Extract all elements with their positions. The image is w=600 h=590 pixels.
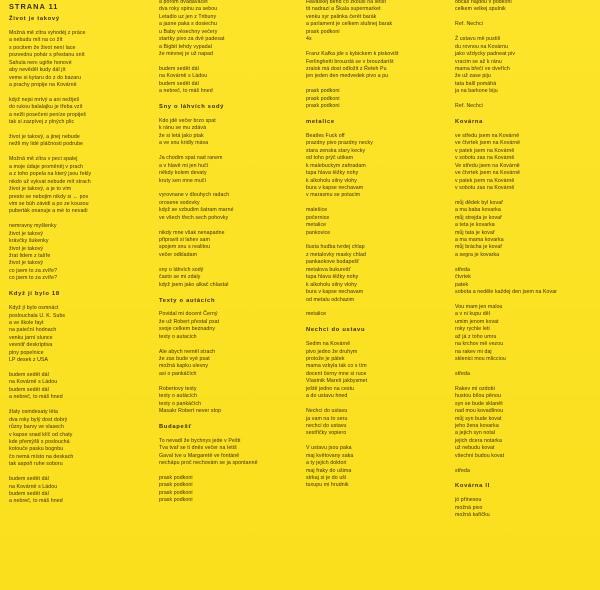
lyric-line: čo nemá místo na deskach: [9, 453, 74, 460]
lyric-line: Robertovy texty: [159, 385, 197, 392]
lyric-line: venku jarní slunce: [9, 334, 53, 341]
song-title: Texty o autácích: [159, 297, 216, 304]
lyric-line: ještě jedno na cestu: [306, 385, 355, 392]
lyric-line: někdy kolem devaty: [159, 170, 207, 177]
lyric-line: v marasmu se potacim: [306, 192, 361, 199]
lyric-line: dva roky bylý dost dobrý: [9, 416, 68, 423]
lyric-line: spojem snu s realitou: [159, 244, 211, 251]
lyric-line: Vou mam jen malou: [455, 303, 503, 310]
lyric-line: už nebudu kovat: [455, 445, 495, 452]
lyric-line: tak si zazpívej z plných plic: [9, 119, 75, 126]
lyric-line: a ma mama kovarka: [455, 237, 504, 243]
lyric-line: Když jí bylo osmnáct: [9, 305, 59, 312]
lyric-line: počernice: [306, 214, 330, 221]
stanza-gap: [306, 237, 399, 244]
stanza-gap: [159, 430, 258, 437]
lyric-line: a nebreč, to máš hned: [9, 394, 63, 401]
lyric-line: můj dědek byl kovař: [455, 199, 504, 206]
lyric-line: 4x: [306, 36, 312, 43]
lyric-line: metalice: [306, 222, 327, 229]
lyric-line: život je takový: [9, 230, 44, 237]
stanza-gap: [306, 438, 399, 445]
lyric-line: V ustavu jsou paka: [306, 445, 352, 452]
lyric-line: a ty jejich doktori: [306, 460, 347, 467]
lyric-line: zralok má dost odložit z Řeteh Pu: [306, 65, 387, 72]
lyric-line: hustou bílou pěnou: [455, 393, 501, 400]
stanza-gap: [455, 192, 557, 199]
lyric-line: a porom dvadavacet: [159, 0, 208, 5]
lyric-line: pankovice: [306, 229, 331, 236]
lyric-line: jejich dcera notarka: [455, 437, 502, 444]
lyric-line: du rovnou na Kovárnu: [455, 43, 509, 50]
lyric-line: texty o autácích: [159, 393, 197, 400]
stanza-gap: [306, 401, 399, 408]
stanza-gap: [9, 283, 91, 290]
lyric-line: žlaty osmdesaty léta: [9, 409, 58, 416]
stanza-gap: [455, 475, 557, 482]
lyric-line: Franz Kafka jde s kybickem k piskovišt: [306, 51, 399, 58]
lyric-line: prask podkoni: [306, 103, 340, 110]
lyric-line: protože je pátek: [306, 356, 345, 362]
lyric-line: jako vždycky padneat piv: [455, 51, 516, 58]
lyric-line: a jejich syn notal: [455, 430, 496, 437]
stanza-gap: [159, 416, 258, 423]
stanza-gap: [455, 460, 557, 467]
stanza-gap: [159, 222, 258, 229]
lyric-line: Ferlinghetti brouzdá se v brouzdarišt: [306, 58, 394, 65]
lyric-line: můj tata je kovař: [455, 229, 495, 236]
lyric-line: tuxupu mi hrudnik: [306, 482, 349, 489]
lyric-line: maj květovany saka: [306, 452, 354, 459]
lyric-line: v sobotu zas na Kovárně: [455, 155, 515, 162]
stanza-gap: [159, 289, 258, 296]
column-3: [306, 0, 399, 490]
stanza-gap: [9, 127, 91, 134]
lyric-line: celkem velkej spulnik: [455, 6, 506, 13]
stanza-gap: [9, 469, 91, 476]
lyric-line: sestřičky vopiero: [306, 430, 347, 437]
lyric-line: bura v kapse nechavam: [306, 184, 364, 191]
lyric-line: prazdny pivo prazdny necky: [306, 140, 373, 147]
lyric-line: k alkoholu silny vlohy: [306, 281, 357, 288]
lyric-line: můj brácha je kovař: [455, 244, 503, 251]
lyric-line: nikdo už vykvat nebude mít strach: [9, 178, 91, 185]
lyric-line: plny popelnice: [9, 349, 44, 356]
lyric-line: ja vam na to seru: [306, 415, 348, 422]
lyric-line: vyrovnane v dlouhych radach: [159, 192, 230, 199]
lyric-line: a nežli posečeni peníze propiješ: [9, 111, 87, 118]
lyric-line: pankaokove budapešť: [306, 259, 360, 266]
lyric-line: středa: [455, 266, 471, 273]
lyric-line: kotouče pasku bognbu: [9, 446, 64, 453]
lyric-line: čtvrtek: [455, 274, 471, 281]
stanza-gap: [9, 89, 91, 96]
lyric-line: Ref. Nechci: [455, 21, 483, 28]
lyric-line: co jsem to za zvíře?: [9, 267, 58, 274]
stanza-gap: [455, 14, 557, 21]
lyric-line: když se vzbudim šatram marné: [159, 207, 234, 214]
lyric-line: a do ustavu hned: [306, 393, 348, 400]
column-2: [159, 0, 258, 505]
lyric-line: kde přemýšli s poslouchá: [9, 438, 70, 445]
lyric-line: že už zase piju: [455, 73, 491, 80]
lyric-line: na Kovárně s Ládou: [9, 379, 58, 386]
lyric-line: život je takový: [9, 245, 44, 252]
lyric-line: tit nadrazi a Škala supermarket: [306, 6, 381, 13]
lyric-line: připravit si lahev sam: [159, 237, 210, 243]
stanza-gap: [159, 148, 258, 155]
lyric-line: orosene sodovky: [159, 199, 200, 206]
lyric-line: budem sedět dál: [9, 386, 49, 393]
lyric-line: vracim se až k ránu: [455, 58, 502, 65]
lyric-line: a segra je kovarka: [455, 251, 500, 258]
lyric-line: Ref. Nechci: [455, 103, 483, 110]
stanza-gap: [455, 259, 557, 266]
lyric-line: budem sedět dál: [9, 372, 49, 378]
lyric-line: z metalovky masky chlad: [306, 251, 366, 258]
lyric-line: prask podkoni: [159, 489, 193, 496]
lyric-line: na krchov mě vezou: [455, 341, 504, 348]
lyric-line: Možná mě zítra vyhodéj z práce: [9, 29, 86, 36]
stanza-gap: [9, 298, 91, 305]
lyric-line: co jsem to za zvíře?: [9, 275, 58, 282]
song-title: Kovárna: [455, 119, 484, 125]
lyric-line: sklenici mou mlicciou: [455, 356, 506, 362]
lyric-line: presto se nebojim nikdy si ← pov: [9, 193, 89, 200]
stanza-gap: [306, 111, 399, 118]
lyric-line: a prachy propije na Kovárně: [9, 81, 77, 88]
lyric-line: když nejsi mrtvý a ani nežiješ: [9, 96, 80, 103]
lyric-line: Havaskej bend co zkouši na letišt: [306, 0, 387, 5]
column-4: [455, 0, 557, 520]
lyric-line: do rukou balalajku je třeba vzít: [9, 104, 83, 111]
lyric-line: Možná mě zítra v peci spalej: [9, 156, 78, 163]
lyric-line: Kdo jdě večer brzo spat: [159, 118, 216, 124]
lyric-line: Ve středu jsem na Kovárně: [455, 162, 520, 169]
lyric-line: prask podkoni: [159, 482, 193, 489]
lyric-line: s pocitem že život není lace: [9, 44, 76, 51]
lyric-line: když jsem jako alkač chlastal: [159, 281, 229, 288]
lyric-line: ve všech třech sech pohovky: [159, 214, 229, 221]
lyric-line: v kapse snad klíč od chaty: [9, 431, 73, 438]
stanza-gap: [9, 22, 91, 29]
song-title: Život je takový: [9, 16, 60, 22]
stanza-gap: [159, 468, 258, 475]
page-header: STRANA 11: [9, 2, 59, 11]
lyric-line: roky rychle leti: [455, 326, 490, 333]
lyric-line: k alkoholu silny vlohy: [306, 177, 357, 184]
song-title: Když jí bylo 18: [9, 291, 60, 298]
lyric-line: Rakev mi ozdobi: [455, 385, 495, 392]
lyric-line: veme si kytaru do z do bazaru: [9, 74, 82, 81]
lyric-line: pubertàk onanuje a mè to nevadi: [9, 208, 88, 215]
stanza-gap: [306, 304, 399, 311]
lyric-line: nežli my lidé pláčnosti podrube: [9, 141, 84, 148]
lyric-line: prask podkoni: [159, 475, 193, 481]
stanza-gap: [9, 149, 91, 156]
stanza-gap: [455, 125, 557, 132]
stanza-gap: [455, 378, 557, 385]
song-title: metalice: [306, 119, 335, 125]
lyric-line: kruty sen mne mučí: [159, 177, 207, 184]
stanza-gap: [455, 297, 557, 304]
lyric-line: vim se bùh závidi a po ze kousou: [9, 200, 89, 207]
stanza-gap: [159, 378, 258, 385]
lyric-line: tupa hlava těžky nohy: [306, 274, 359, 281]
stanza-gap: [455, 490, 557, 497]
lyric-line: středa: [455, 370, 471, 377]
lyric-line: a jasne paka s dosiechu: [159, 21, 217, 28]
lyric-line: Sahula nenı ugiňe honové: [9, 59, 72, 66]
stanza-gap: [306, 81, 399, 88]
stanza-gap: [306, 319, 399, 326]
lyric-line: život je takový, a je to vím: [9, 186, 72, 193]
lyric-line: malešice: [306, 207, 328, 214]
lyric-line: mama vzkyla tak co s tím: [306, 363, 367, 370]
lyric-line: metalice: [306, 311, 327, 318]
lyric-line: prask podkoni: [159, 497, 193, 504]
lyric-line: bura v kapse nechavam: [306, 289, 364, 296]
lyric-line: aby nevěděl kudy dál jít: [9, 67, 66, 74]
lyric-line: budem sedět dál: [159, 65, 199, 72]
lyric-line: možná kafíčku: [455, 512, 490, 519]
stanza-gap: [159, 96, 258, 103]
song-title: Sny o láhvích sodý: [159, 104, 225, 111]
lyric-line: často se mi zdaly: [159, 274, 201, 281]
lyric-line: jen jeden den medvedek pivo a pu: [306, 73, 389, 80]
lyric-line: Letadlo uz jen z Tribuny: [159, 13, 217, 20]
lyric-line: že si letá jako ptak: [159, 132, 204, 139]
lyric-line: tak aspoň ruhe soboru: [9, 461, 63, 468]
lyric-line: umim jenom kovat: [455, 318, 499, 325]
lyric-line: tupa hlava těžky nohy: [306, 170, 359, 177]
lyric-line: LP desek z USA: [9, 357, 49, 364]
lyric-line: pivo jedno že druhym: [306, 348, 358, 355]
lyric-line: poslouchala U. K. Subs: [9, 312, 66, 319]
lyric-line: syn se bude sklanět: [455, 400, 503, 407]
lyric-line: a ve snu kridly máva: [159, 140, 209, 147]
song-title: Nechci do ustavu: [306, 327, 366, 334]
lyric-line: dva roky spinu za sebou: [159, 6, 218, 13]
lyric-line: prask podkoni: [306, 28, 340, 35]
lyric-line: na Kovárně s Ládou: [9, 483, 58, 490]
lyric-line: venku syr palinka čerět barák: [306, 13, 377, 20]
lyric-line: budem sedět dál: [9, 491, 49, 497]
lyric-line: Ja chodim spat nad ranem: [159, 155, 223, 162]
lyric-line: a v hlavě mi jen hučí: [159, 162, 209, 169]
lyric-line: Ž ustavu mě pustili: [455, 36, 501, 43]
lyric-line: k malebuckym zahradam: [306, 162, 366, 169]
lyric-line: život je takový: [9, 260, 44, 267]
lyric-line: a teta je kovarka: [455, 222, 495, 229]
lyric-line: krávčky šukenky: [9, 238, 49, 245]
lyric-line: maj fraky do ušima: [306, 467, 352, 474]
lyric-line: a ma baba kovarka: [455, 207, 501, 214]
lyric-line: budem sedět dál: [9, 476, 49, 483]
lyric-line: možná kapku ulevny: [159, 363, 209, 370]
stanza-gap: [306, 334, 399, 341]
lyric-line: od toho prýč utikam: [306, 155, 354, 162]
lyric-line: různy barvy ve vlasech: [9, 424, 64, 431]
lyric-line: a z toho popela na který jsou řekly: [9, 171, 92, 178]
lyric-line: občas najdou v podkoni: [455, 0, 512, 5]
lyric-line: nikdy mne však nenapadne: [159, 229, 225, 236]
stanza-gap: [455, 96, 557, 103]
stanza-gap: [306, 44, 399, 51]
lyric-line: sobota a neděle každej den jsem na Kovar: [455, 289, 558, 296]
lyric-line: jó přinesou: [455, 497, 482, 504]
lyric-line: středa: [455, 467, 471, 474]
stanza-gap: [306, 125, 399, 132]
lyric-line: život je takový, a jinej nebude: [9, 134, 80, 140]
lyric-line: svoje celkem beznadny: [159, 326, 216, 333]
lyric-line: Vlastnik Mareš jakbysmet: [306, 378, 368, 385]
lyric-line: Nechci do ustavu: [306, 408, 348, 415]
lyric-line: a ve škole fayt: [9, 319, 44, 326]
stanza-gap: [455, 111, 557, 118]
lyric-line: vevnitř deskriptiva: [9, 342, 53, 349]
lyric-line: a nebudu mít na co žít: [9, 37, 63, 44]
lyric-line: že mèvnej je už napad: [159, 51, 214, 58]
lyric-line: prask podkoni: [306, 88, 340, 95]
lyric-line: možná pivo: [455, 504, 483, 511]
lyric-line: pozvednu pohár s přestanu snít: [9, 52, 85, 59]
song-title: Kovárna II: [455, 483, 491, 490]
lyric-line: všechni budou kovat: [455, 452, 505, 459]
lyric-line: ve čtvrtek jsem na Kovárně: [455, 140, 521, 147]
stanza-gap: [9, 216, 91, 223]
lyric-line: a nebreč, to máš hned: [159, 88, 213, 95]
lyric-line: ja na barkone biju: [455, 88, 498, 95]
lyric-line: k ránu se mu zdává: [159, 125, 207, 132]
lyric-line: patek: [455, 281, 469, 288]
lyric-line: že zas bude vyé psat: [159, 356, 210, 362]
lyric-line: nechápu proč nechovám se ja spontanně: [159, 460, 258, 467]
lyric-line: Ale abych neměl strach: [159, 348, 216, 355]
lyric-line: a v ni kupu děl: [455, 311, 490, 318]
lyric-line: sny o láhvích sodý: [159, 266, 204, 273]
stanza-gap: [159, 185, 258, 192]
stanza-gap: [306, 200, 399, 207]
stanza-gap: [159, 341, 258, 348]
lyric-line: tlusta hudba tvrdej chlap: [306, 244, 365, 251]
lyric-line: texty o pankáčích: [159, 400, 202, 407]
lyric-line: To nevadí že bychnys jede v Pešti: [159, 437, 241, 444]
lyric-line: budem sedět dál: [159, 80, 199, 87]
lyric-line: Gaval tve u Margaretě ve fontáně: [159, 452, 240, 459]
lyric-line: startky pivo za dvě padesat: [159, 36, 225, 43]
lyric-line: večer odkladam: [159, 251, 198, 258]
lyric-line: na pateční hodnach: [9, 327, 57, 334]
lyric-line: ve čtvrtek jsem na Kovárně: [455, 170, 521, 177]
lyric-line: můj strejda je kovař: [455, 214, 502, 221]
column-1: [9, 2, 91, 506]
lyric-line: žrat lidem z talíře: [9, 253, 51, 259]
lyric-line: nad mou kovadlinou: [455, 408, 504, 415]
lyric-line: v patek jsem na Kovárně: [455, 147, 515, 154]
lyric-line: na rakev mi daj: [455, 348, 492, 355]
lyric-line: ve středu jsem na Kovárně: [455, 132, 520, 139]
stanza-gap: [159, 259, 258, 266]
stanza-gap: [9, 402, 91, 409]
lyric-line: a moje údaje proměněj v prach: [9, 163, 84, 170]
lyric-line: texty o autacich: [159, 333, 197, 340]
lyric-line: nemravny myšlenky: [9, 223, 57, 230]
lyric-line: nechci do ustavu: [306, 422, 347, 429]
lyric-line: Beatles Fuck off: [306, 132, 345, 139]
lyric-line: v patek jsem na Kovárně: [455, 177, 515, 184]
lyric-line: Masakr Robert never stop: [159, 408, 222, 415]
lyric-line: docent černy mne si ruce: [306, 370, 367, 377]
lyric-line: v sobotu zas na Kovárně: [455, 184, 515, 191]
lyric-line: tata balil pomáhá: [455, 80, 497, 87]
stanza-gap: [455, 363, 557, 370]
lyric-line: od metalu odchazim: [306, 296, 355, 303]
lyric-line: Tva tvař se ti dněs večer na letiš: [159, 445, 237, 452]
lyric-line: a parlament je celkem slušnej barak: [306, 21, 393, 28]
stanza-gap: [9, 365, 91, 372]
lyric-line: a nebreč, to máš hned: [9, 498, 63, 505]
lyric-line: metalova bukurešť: [306, 266, 351, 273]
lyric-line: stara zenska stary kecky: [306, 147, 366, 154]
lyric-line: můj syn bude kovat: [455, 415, 502, 422]
lyric-line: Povidal mi docent Černý: [159, 311, 218, 318]
stanza-gap: [159, 59, 258, 66]
lyric-line: Sedim na Kovárně: [306, 341, 351, 348]
lyric-line: asi o pankáčích: [159, 370, 197, 377]
stanza-gap: [159, 111, 258, 118]
lyric-line: strkaj si je do uši: [306, 475, 347, 481]
lyric-line: a Bigbit tehdy vypadal: [159, 43, 212, 50]
lyric-line: mama břečí ve dveřích: [455, 65, 510, 72]
song-title: Budapešť: [159, 423, 192, 430]
lyric-line: prask podkoni: [306, 95, 340, 102]
lyric-line: na Kovárně s Ládou: [159, 73, 208, 80]
lyric-line: u Baby věsechny večery: [159, 28, 218, 35]
lyric-line: že už Robert přestal psat: [159, 318, 220, 325]
lyric-line: jeho žena kovarka: [455, 422, 499, 429]
lyric-line: až já z toho umru: [455, 333, 497, 340]
